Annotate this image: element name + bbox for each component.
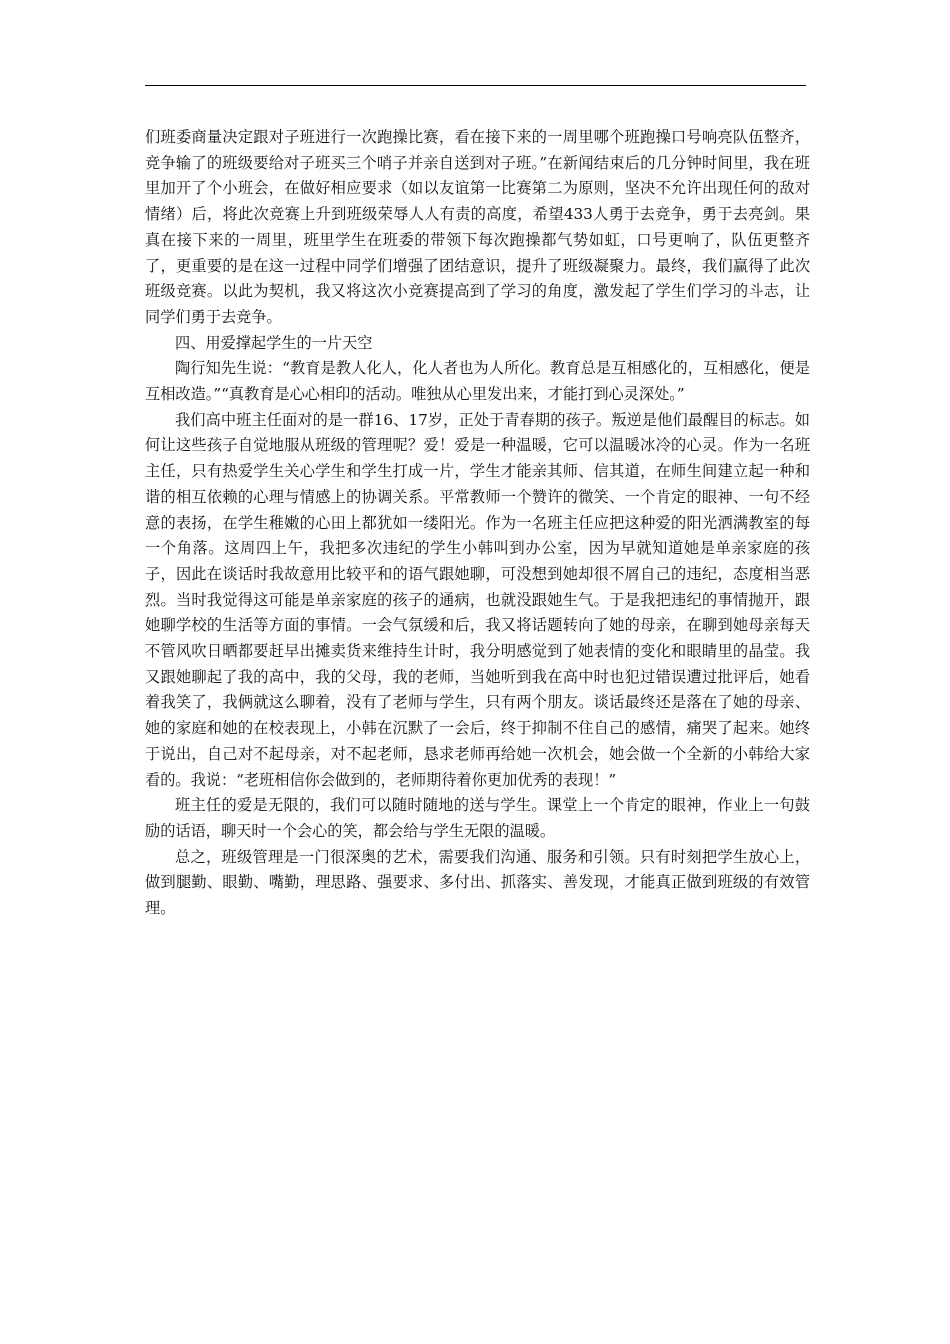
paragraph-student-story: 我们高中班主任面对的是一群16、17岁，正处于青春期的孩子。叛逆是他们最醒目的标志。如何让这些孩子自觉地服从班级的管理呢？爱！爱是一种温暖，它可以温暖冰冷的心灵。作为一名班主任，只有热爱学生关心学生和学生打成一片，学生才能亲其师、信其道，在师生间建立起一种和谐的相互依赖的心理与情感上的协调关系。平常教师一个赞许的微笑、一个肯定的眼神、一句不经意的表扬，在学生稚嫩的心田上都犹如一缕阳光。作为一名班主任应把这种爱的阳光洒满教室的每一个角落。这周四上午，我把多次违纪的学生小韩叫到办公室，因为早就知道她是单亲家庭的孩子，因此在谈话时我故意用比较平和的语气跟她聊，可没想到她却很不屑自己的违纪，态度相当恶烈。当时我觉得这可能是单亲家庭的孩子的通病，也就没跟她生气。于是我把违纪的事情抛开，跟她聊学校的生活等方面的事情。一会气氛缓和后，我又将话题转向了她的母亲，在聊到她母亲每天不管风吹日晒都要赶早出摊卖货来维持生计时，我分明感觉到了她表情的变化和眼睛里的晶莹。我又跟她聊起了我的高中，我的父母，我的老师，当她听到我在高中时也犯过错误遭过批评后，她看着我笑了，我俩就这么聊着，没有了老师与学生，只有两个朋友。谈话最终还是落在了她的母亲、她的家庭和她的在校表现上，小韩在沉默了一会后，终于抑制不住自己的感情，痛哭了起来。她终于说出，自己对不起母亲，对不起老师，恳求老师再给她一次机会，她会做一个全新的小韩给大家看的。我说：“老班相信你会做到的，老师期待着你更加优秀的表现！” [145, 410, 810, 789]
paragraph-teacher-love: 班主任的爱是无限的，我们可以随时随地的送与学生。课堂上一个肯定的眼神，作业上一句鼓励的话语，聊天时一个会心的笑，都会给与学生无限的温暖。 [145, 796, 810, 840]
paragraph-conclusion: 总之，班级管理是一门很深奥的艺术，需要我们沟通、服务和引领。只有时刻把学生放心上，做到腿勤、眼勤、嘴勤，理思路、强要求、多付出、抓落实、善发现，才能真正做到班级的有效管理。 [145, 847, 810, 918]
document-body [145, 125, 810, 922]
section-heading-love: 四、用爱撑起学生的一片天空 [175, 333, 373, 352]
header-rule [145, 85, 806, 86]
paragraph-continuation: 们班委商量决定跟对子班进行一次跑操比赛，看在接下来的一周里哪个班跑操口号响亮队伍整齐，竞争输了的班级要给对子班买三个哨子并亲自送到对子班。”在新闻结束后的几分钟时间里，我在班里加开了个小班会，在做好相应要求（如以友谊第一比赛第二为原则，坚决不允许出现任何的敌对情绪）后，将此次竞赛上升到班级荣辱人人有责的高度，希望433人勇于去竞争，勇于去亮剑。果真在接下来的一周里，班里学生在班委的带领下每次跑操都气势如虹，口号更响了，队伍更整齐了，更重要的是在这一过程中同学们增强了团结意识，提升了班级凝聚力。最终，我们赢得了此次班级竞赛。以此为契机，我又将这次小竞赛提高到了学习的角度，激发起了学生们学习的斗志，让同学们勇于去竞争。 [145, 128, 810, 326]
paragraph-tao-xingzhi-quote: 陶行知先生说：“教育是教人化人，化人者也为人所化。教育总是互相感化的，互相感化，便是互相改造。”“真教育是心心相印的活动。唯独从心里发出来，才能打到心灵深处。” [145, 359, 810, 404]
